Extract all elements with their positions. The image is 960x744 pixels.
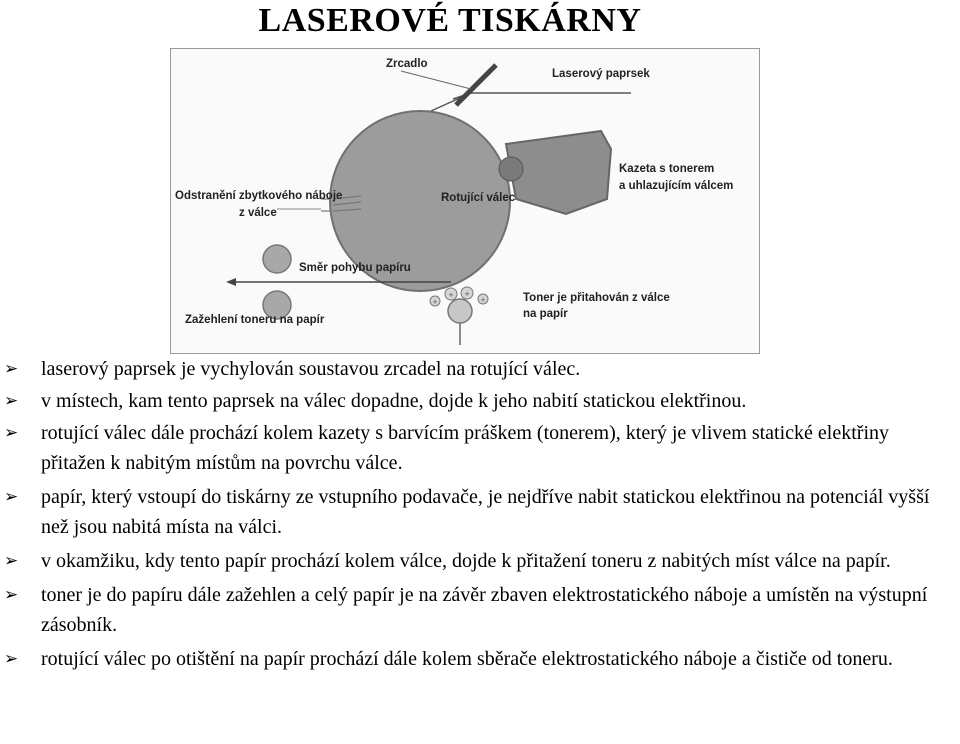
transfer-roller [448,299,472,323]
list-item-text: toner je do papíru dále zažehlen a celý papír je na závěr zbaven elektrostatického náboje a umístěn na výstupní zásobník. [41,584,928,636]
list-item [0,482,960,542]
list-item [0,386,960,416]
svg-text:+: + [464,290,470,298]
list-item-text: papír, který vstoupí do tiskárny ze vstupního podavače, je nejdříve nabit statickou elektřinou na potenciál vyšší než jsou nabitá místa na válci. [41,486,930,538]
label-cartridge-line2: a uhlazujícím válcem [619,180,734,192]
list-item-text: v okamžiku, kdy tento papír prochází kolem válce, dojde k přitažení toneru z nabitých míst válce na papír. [41,550,891,572]
svg-text:+: + [480,296,486,304]
mirror [456,65,496,105]
smoothing-roller [499,157,523,181]
list-item-text: rotující válec po otištění na papír prochází dále kolem sběrače elektrostatického náboje a čističe od toneru. [41,648,893,670]
arrow-bullet-icon: ➢ [4,359,19,379]
label-paper-direction: Směr pohybu papíru [299,262,411,274]
list-item [0,644,960,674]
list-item-text: rotující válec dále prochází kolem kazety s barvícím práškem (tonerem), který je vlivem statické elektřiny přitažen k nabitým místům na povrchu válce. [41,422,889,474]
svg-text:+: + [448,291,454,299]
list-item [0,580,960,640]
label-drum: Rotující válec [441,192,516,204]
list-item [0,418,960,478]
laser-printer-diagram [170,48,760,354]
arrow-bullet-icon: ➢ [4,585,19,605]
bullet-list [0,354,960,678]
label-removal-line1: Odstranění zbytkového náboje [175,190,343,202]
list-item-text: v místech, kam tento paprsek na válec dopadne, dojde k jeho nabití statickou elektřinou. [41,390,747,412]
label-mirror: Zrcadlo [386,58,428,70]
label-cartridge-line1: Kazeta s tonerem [619,163,715,175]
label-toner-line2: na papír [523,308,568,320]
label-removal-line2: z válce [239,207,277,219]
arrow-bullet-icon: ➢ [4,487,19,507]
paper-arrow [226,278,236,286]
arrow-bullet-icon: ➢ [4,649,19,669]
arrow-bullet-icon: ➢ [4,423,19,443]
list-item [0,354,960,384]
mirror-pointer [401,71,471,89]
arrow-bullet-icon: ➢ [4,551,19,571]
svg-text:+: + [432,298,438,306]
label-toner-line1: Toner je přitahován z válce [523,292,670,304]
label-fusing: Zažehlení toneru na papír [185,314,325,326]
label-laser-beam: Laserový paprsek [552,68,650,80]
list-item [0,546,960,576]
list-item-text: laserový paprsek je vychylován soustavou zrcadel na rotující válec. [41,358,581,380]
arrow-bullet-icon: ➢ [4,391,19,411]
page-title: LASEROVÉ TISKÁRNY [258,2,642,39]
fuser-roller-top [263,245,291,273]
